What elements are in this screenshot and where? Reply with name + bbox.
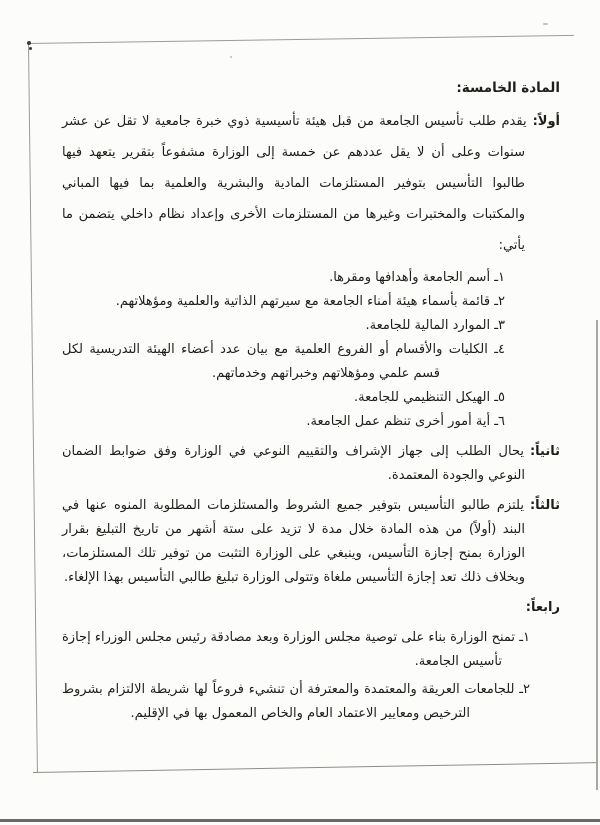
clause-first-items [62,266,560,434]
page-frame-left [28,43,38,772]
clause-fourth-label: رابعاً: [525,600,560,615]
clause-first-text: يقدم طلب تأسيس الجامعة من قبل هيئة تأسيسية ذوي خبرة جامعية لا تقل عن عشر سنوات وعلى أن لا يقل عددهم عن خمسة إلى الوزارة مشفوعاً بتقرير يتعهد فيها طالبوا التأسيس بتوفير المستلزمات المادية والبشرية والعلمية بما فيها المباني والمكتبات والمختبرات وغيرها من المستلزمات الأخرى وإعداد نظام داخلي يتضمن ما يأتي: [62,114,527,253]
list-item: ١ـ أسم الجامعة وأهدافها ومقرها. [329,270,505,285]
clause-second-label: ثانياً: [529,444,560,459]
clause-first [62,106,560,261]
clause-second-text: يحال الطلب إلى جهاز الإشراف والتقييم النوعي في الوزارة وفق ضوابط الضمان النوعي والجودة المعتمدة. [62,444,525,483]
clause-third [62,494,560,590]
article-body [62,78,560,730]
list-item: ١ـ تمنح الوزارة بناء على توصية مجلس الوزارة وبعد مصادقة رئيس مجلس الوزراء إجازة تأسيس الجامعة. [62,630,530,669]
article-title: المادة الخامسة: [456,80,560,96]
list-item: ٢ـ قائمة بأسماء هيئة أمناء الجامعة مع سيرتهم الذاتية والعلمية ومؤهلاتهم. [115,294,505,309]
scan-speck [543,23,548,25]
list-item: ٦ـ أية أمور أخرى تنظم عمل الجامعة. [306,414,505,429]
scan-speck [29,47,32,50]
clause-third-text: يلتزم طالبو التأسيس بتوفير جميع الشروط والمستلزمات المطلوبة المنوه عنها في البند (أولاً) من هذه المادة خلال مدة لا تزيد على ستة أشهر من تاريخ التبليغ بقرار الوزارة بمنح إجازة التأسيس، وينبغي على الوزارة التثبت من توفير تلك المستلزمات، وبخلاف ذلك تعد إجازة التأسيس ملغاة وتتولى الوزارة تبليغ طالبي التأسيس بهذا الإلغاء. [62,498,525,585]
list-item: ٣ـ الموارد المالية للجامعة. [365,318,505,333]
page-frame-bottom [33,762,598,773]
clause-third-label: ثالثاً: [529,498,560,513]
page-frame-top [28,35,574,44]
clause-second [62,440,560,488]
clause-first-label: أولاً: [532,114,560,129]
scan-edge-bottom [0,819,600,822]
scan-speck [27,41,31,45]
list-item: ٤ـ الكليات والأقسام أو الفروع العلمية مع بيان عدد أعضاء الهيئة التدريسية لكل قسم علمي ومؤهلاتهم وخبراتهم وخدماتهم. [62,342,505,381]
list-item: ٥ـ الهيكل التنظيمي للجامعة. [353,390,505,405]
scan-speck [230,56,232,58]
list-item: ٢ـ للجامعات العريقة والمعتمدة والمعترفة أن تنشيء فروعاً لها شريطة الالتزام بشروط الترخيص ومعايير الاعتماد العام والخاص المعمول بها في الإقليم. [62,682,530,721]
page-edge-right [596,320,598,790]
